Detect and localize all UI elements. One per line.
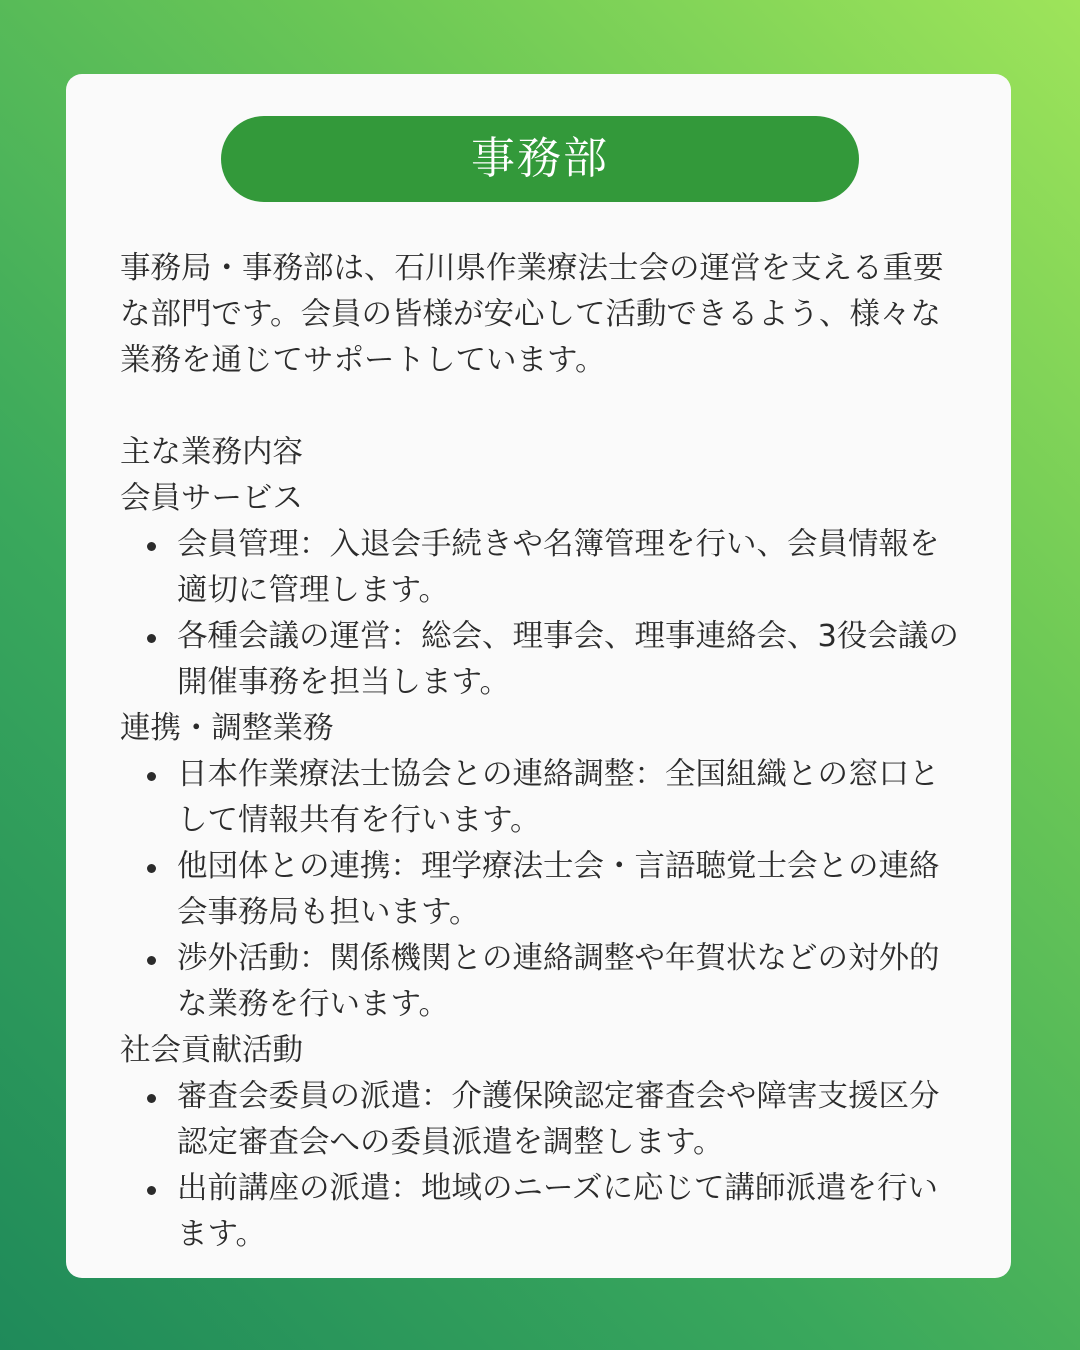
list-item: 各種会議の運営：総会、理事会、理事連絡会、3役会議の開催事務を担当します。 <box>120 614 965 706</box>
list-social-contribution <box>120 1074 965 1258</box>
intro-paragraph: 事務局・事務部は、石川県作業療法士会の運営を支える重要な部門です。会員の皆様が安心して活動できるよう、様々な業務を通じてサポートしています。 <box>120 251 944 378</box>
section-title-social-contribution: 社会貢献活動 <box>120 1033 303 1068</box>
list-item: 日本作業療法士協会との連絡調整：全国組織との窓口として情報共有を行います。 <box>120 752 965 844</box>
list-coordination <box>120 752 965 1028</box>
page-title: 事務部 <box>221 116 859 202</box>
list-item: 渉外活動：関係機関との連絡調整や年賀状などの対外的な業務を行います。 <box>120 936 965 1028</box>
list-item: 会員管理：入退会手続きや名簿管理を行い、会員情報を適切に管理します。 <box>120 522 965 614</box>
section-title-member-services: 会員サービス <box>120 481 303 516</box>
list-member-services <box>120 522 965 706</box>
list-item: 他団体との連携：理学療法士会・言語聴覚士会との連絡会事務局も担います。 <box>120 844 965 936</box>
section-title-coordination: 連携・調整業務 <box>120 711 334 746</box>
list-item: 出前講座の派遣：地域のニーズに応じて講師派遣を行います。 <box>120 1166 965 1258</box>
content-body <box>120 246 965 1258</box>
content-card <box>66 74 1011 1278</box>
list-item: 審査会委員の派遣：介護保険認定審査会や障害支援区分認定審査会への委員派遣を調整します。 <box>120 1074 965 1166</box>
section-heading: 主な業務内容 <box>120 435 303 470</box>
spacer <box>120 384 965 430</box>
